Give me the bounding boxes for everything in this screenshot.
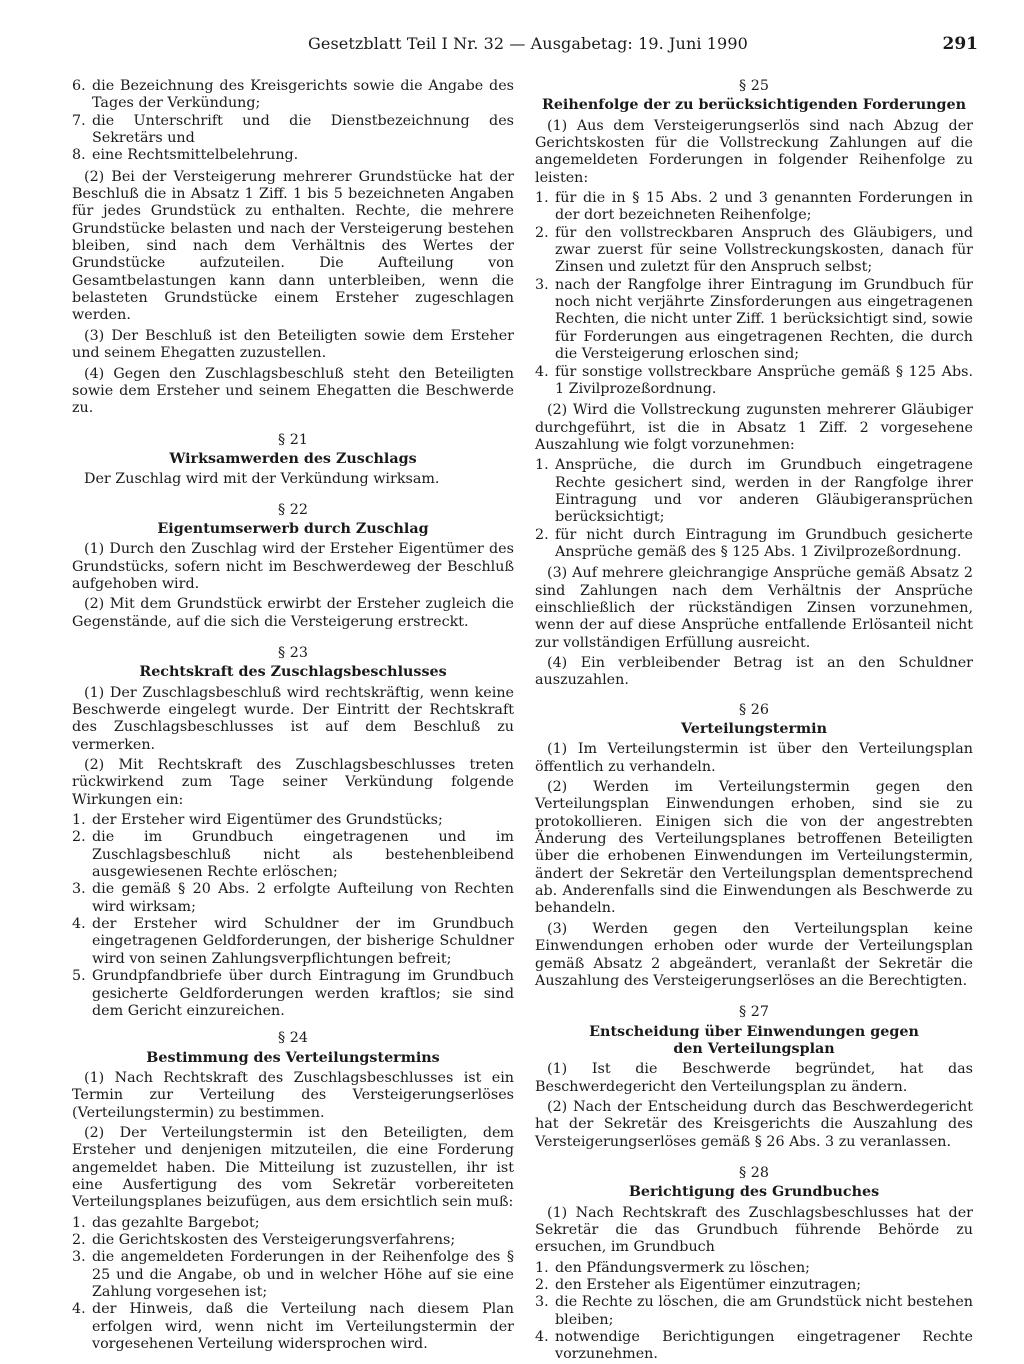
item-text: der Ersteher wird Eigentümer des Grundstücks;: [92, 812, 443, 829]
section-number: § 27: [739, 1004, 769, 1021]
paragraph: (4) Ein verbleibender Betrag ist an den Schuldner auszuzahlen.: [535, 655, 973, 689]
item-text: die Bezeichnung des Kreisgerichts sowie die Angabe des Tages der Verkündung;: [92, 78, 514, 112]
paragraph: (2) Bei der Versteigerung mehrerer Grundstücke hat der Beschluß die in Absatz 1 Ziff. 1 bis 5 bezeichneten Angaben für jedes Grundstück zu enthalten. Rechte, die mehrere Grundstücke belasten und nach der Versteigerung bestehen bleiben, sind nach dem Verhältnis des Wertes der Grundstücke aufzuteilen. Die Aufteilung von Gesamtbelastungen kann dann unterbleiben, wenn die belasteten Grundstücke einem Ersteher zugeschlagen werden.: [72, 168, 514, 324]
item-number: 1.: [535, 457, 549, 474]
item-text: die im Grundbuch eingetragenen und im Zuschlagsbeschluß nicht als bestehenbleibend ausgewiesenen Rechte erlöschen;: [92, 829, 514, 881]
item-number: 1.: [535, 1259, 549, 1276]
section-heading: Bestimmung des Verteilungstermins: [146, 1049, 440, 1066]
item-number: 3.: [535, 276, 549, 293]
section-number: § 23: [278, 644, 308, 661]
item-number: 2.: [72, 829, 86, 846]
list-item: [535, 190, 973, 225]
paragraph: (1) Durch den Zuschlag wird der Ersteher Eigentümer des Grundstücks, sofern nicht im Beschwerdeweg der Beschluß aufgehoben wird.: [72, 541, 514, 592]
item-text: den Pfändungsvermerk zu löschen;: [555, 1259, 810, 1276]
list-item: [72, 812, 514, 829]
paragraph: (4) Gegen den Zuschlagsbeschluß steht den Beteiligten sowie dem Ersteher und seinem Ehegatten die Beschwerde zu.: [72, 365, 514, 417]
paragraph: (3) Auf mehrere gleichrangige Ansprüche gemäß Absatz 2 sind Zahlungen nach dem Verhältnis der Ansprüche einschließlich der rückständigen Zinsen vorzunehmen, wenn der auf diese Ansprüche entfallende Erlösanteil nicht zur vollständigen Erfüllung ausreicht.: [535, 565, 973, 651]
item-number: 1.: [535, 190, 549, 207]
section-number: § 22: [278, 501, 308, 518]
item-number: 4.: [535, 363, 549, 380]
item-number: 1.: [72, 812, 86, 829]
paragraph: (1) Nach Rechtskraft des Zuschlagsbeschlusses hat der Sekretär die das Grundbuch führende Behörde zu ersuchen, im Grundbuch: [535, 1204, 973, 1256]
item-text: eine Rechtsmittelbelehrung.: [92, 147, 299, 164]
item-text: die Unterschrift und die Dienstbezeichnung des Sekretärs und: [92, 112, 514, 147]
page-header: [68, 34, 978, 58]
item-text: für sonstige vollstreckbare Ansprüche gemäß § 125 Abs. 1 Zivilprozeßordnung.: [555, 363, 973, 397]
section-number: § 26: [739, 701, 769, 718]
paragraph: (2) Wird die Vollstreckung zugunsten mehrerer Gläubiger durchgeführt, ist die in Absatz 1 Ziff. 2 vorgesehene Auszahlung wie folgt vorzunehmen:: [535, 402, 973, 453]
list-item: [535, 1294, 973, 1329]
item-number: 4.: [72, 916, 86, 933]
list-item: [72, 1232, 514, 1249]
paragraph: (2) Der Verteilungstermin ist den Beteiligten, dem Ersteher und denjenigen mitzuteilen, die eine Forderung angemeldet haben. Die Mitteilung ist zuzustellen, ihr ist eine Ausfertigung des vom Sekretär vorbereiteten Verteilungsplanes beizufügen, aus dem ersichtlich sein muß:: [72, 1124, 514, 1211]
item-text: die Gerichtskosten des Versteigerungsverfahrens;: [92, 1231, 456, 1248]
section-heading: Berichtigung des Grundbuches: [628, 1184, 880, 1201]
list-item: [535, 527, 973, 562]
item-text: die gemäß § 20 Abs. 2 erfolgte Aufteilung von Rechten wird wirksam;: [92, 881, 514, 915]
list-item: [535, 1277, 973, 1294]
item-number: 2.: [535, 1277, 549, 1293]
list-item: [72, 881, 514, 916]
item-number: 3.: [535, 1294, 549, 1311]
item-text: die angemeldeten Forderungen in der Reihenfolge des § 25 und die Angabe, ob und in welcher Höhe auf sie eine Zahlung vorgesehen ist;: [92, 1249, 514, 1300]
list-item: [72, 1215, 514, 1232]
paragraph: (1) Im Verteilungstermin ist über den Verteilungsplan öffentlich zu verhandeln.: [535, 741, 973, 775]
paragraph: (1) Nach Rechtskraft des Zuschlagsbeschlusses ist ein Termin zur Verteilung des Versteigerungserlöses (Verteilungstermin) zu bestimmen.: [72, 1069, 514, 1121]
list-item: [72, 829, 514, 881]
item-text: für nicht durch Eintragung im Grundbuch gesicherte Ansprüche gemäß des § 125 Abs. 1 Zivilprozeßordnung.: [555, 526, 973, 560]
section-heading: Verteilungstermin: [681, 721, 827, 738]
section-heading-line-2: den Verteilungsplan: [673, 1040, 835, 1057]
list-item: [72, 78, 514, 113]
section-number: § 25: [739, 78, 769, 94]
section-number: § 24: [278, 1030, 308, 1047]
paragraph: Der Zuschlag wird mit der Verkündung wirksam.: [84, 471, 440, 488]
list-item: [535, 277, 973, 364]
list-item: [535, 1260, 973, 1277]
list-item: [535, 364, 973, 399]
item-number: 8.: [72, 147, 86, 164]
item-number: 4.: [72, 1301, 86, 1318]
section-heading: Eigentumserwerb durch Zuschlag: [157, 520, 429, 537]
section-heading: Reihenfolge der zu berücksichtigenden Forderungen: [541, 97, 967, 114]
item-text: den Ersteher als Eigentümer einzutragen;: [555, 1277, 862, 1293]
item-number: 3.: [72, 881, 86, 898]
section-heading-line-1: Entscheidung über Einwendungen gegen: [589, 1023, 919, 1040]
paragraph: (1) Der Zuschlagsbeschluß wird rechtskräftig, wenn keine Beschwerde eingelegt wurde. Der Eintritt der Rechtskraft des Zuschlagsbeschlusses ist auf dem Beschluß zu vermerken.: [72, 684, 514, 753]
item-number: 4.: [535, 1329, 549, 1346]
section-number: § 21: [278, 431, 308, 448]
item-number: 7.: [72, 112, 86, 129]
page-number: 291: [942, 34, 978, 54]
item-text: das gezahlte Bargebot;: [92, 1214, 260, 1231]
item-text: für den vollstreckbaren Anspruch des Gläubigers, und zwar zuerst für seine Vollstreckungskosten, danach für Zinsen und zuletzt für den Anspruch selbst;: [555, 224, 973, 276]
item-text: Ansprüche, die durch im Grundbuch eingetragene Rechte gesichert sind, werden in der Rangfolge ihrer Eintragung und vor anderen Gläubigeransprüchen berücksichtigt;: [555, 457, 973, 526]
item-number: 2.: [72, 1231, 86, 1248]
list-item: [72, 1249, 514, 1301]
list-item: [72, 147, 514, 164]
paragraph: (3) Der Beschluß ist den Beteiligten sowie dem Ersteher und seinem Ehegatten zuzustellen.: [72, 327, 514, 362]
item-text: Grundpfandbriefe über durch Eintragung im Grundbuch gesicherte Geldforderungen werden kraftlos; sie sind dem Gericht einzureichen.: [92, 968, 514, 1019]
item-text: für die in § 15 Abs. 2 und 3 genannten Forderungen in der dort bezeichneten Reihenfolge;: [555, 190, 973, 224]
paragraph: (2) Werden im Verteilungstermin gegen den Verteilungsplan Einwendungen erhoben, sind sie zu protokollieren. Einigen sich die von der angestrebten Änderung des Verteilungsplanes betroffenen Beteiligten über die erhobenen Einwendungen im Verteilungstermin, ändert der Sekretär den Verteilungsplan dementsprechend ab. Anderenfalls sind die Einwendungen als Beschwerde zu behandeln.: [535, 779, 973, 917]
paragraph: (2) Nach der Entscheidung durch das Beschwerdegericht hat der Sekretär des Kreisgerichts die Auszahlung des Versteigerungserlöses gemäß § 26 Abs. 3 zu veranlassen.: [535, 1098, 973, 1150]
list-item: [72, 1301, 514, 1353]
list-item: [535, 225, 973, 277]
item-text: notwendige Berichtigungen eingetragener Rechte vorzunehmen.: [555, 1329, 973, 1363]
paragraph: (1) Ist die Beschwerde begründet, hat das Beschwerdegericht den Verteilungsplan zu ändern.: [535, 1061, 973, 1095]
paragraph: (3) Werden gegen den Verteilungsplan keine Einwendungen erhoben oder wurde der Verteilungsplan gemäß Absatz 2 abgeändert, veranlaßt der Sekretär die Auszahlung des Versteigerungserlöses an die Berechtigten.: [535, 920, 973, 989]
section-heading: Wirksamwerden des Zuschlags: [169, 450, 417, 467]
item-text: der Hinweis, daß die Verteilung nach diesem Plan erfolgen wird, wenn nicht im Verteilungstermin der vorgesehenen Verteilung widersprochen wird.: [92, 1301, 514, 1353]
list-item: [72, 968, 514, 1020]
item-number: 3.: [72, 1249, 86, 1266]
list-item: [72, 113, 514, 148]
item-text: die Rechte zu löschen, die am Grundstück nicht bestehen bleiben;: [555, 1294, 973, 1328]
item-number: 2.: [535, 224, 549, 241]
list-item: [535, 457, 973, 526]
item-number: 2.: [535, 526, 549, 543]
left-column: [72, 78, 514, 1353]
section-heading: Rechtskraft des Zuschlagsbeschlusses: [139, 664, 447, 681]
item-number: 5.: [72, 968, 86, 985]
paragraph: (2) Mit Rechtskraft des Zuschlagsbeschlusses treten rückwirkend zum Tage seiner Verkündung folgende Wirkungen ein:: [72, 757, 514, 808]
section-number: § 28: [739, 1164, 769, 1181]
item-number: 6.: [72, 78, 86, 94]
item-text: nach der Rangfolge ihrer Eintragung im Grundbuch für noch nicht verjährte Zinsforderungen aus eingetragenen Rechten, die nicht unter Ziff. 1 berücksichtigt sind, sowie für Forderungen aus eingetragenen Rechten, die durch die Versteigerung erloschen sind;: [555, 276, 973, 363]
paragraph: (1) Aus dem Versteigerungserlös sind nach Abzug der Gerichtskosten für die Vollstreckung Zahlungen auf die angemeldeten Forderungen in folgender Reihenfolge zu leisten:: [535, 117, 973, 186]
header-title: Gesetzblatt Teil I Nr. 32 — Ausgabetag: 19. Juni 1990: [308, 34, 748, 53]
right-column: [535, 78, 973, 1364]
paragraph: (2) Mit dem Grundstück erwirbt der Ersteher zugleich die Gegenstände, auf die sich die Versteigerung erstreckt.: [72, 596, 514, 630]
list-item: [72, 916, 514, 968]
item-number: 1.: [72, 1214, 86, 1231]
item-text: der Ersteher wird Schuldner der im Grundbuch eingetragenen Geldforderungen, der bisherige Schuldner wird von seinen Zahlungsverpflichtungen befreit;: [92, 916, 514, 967]
